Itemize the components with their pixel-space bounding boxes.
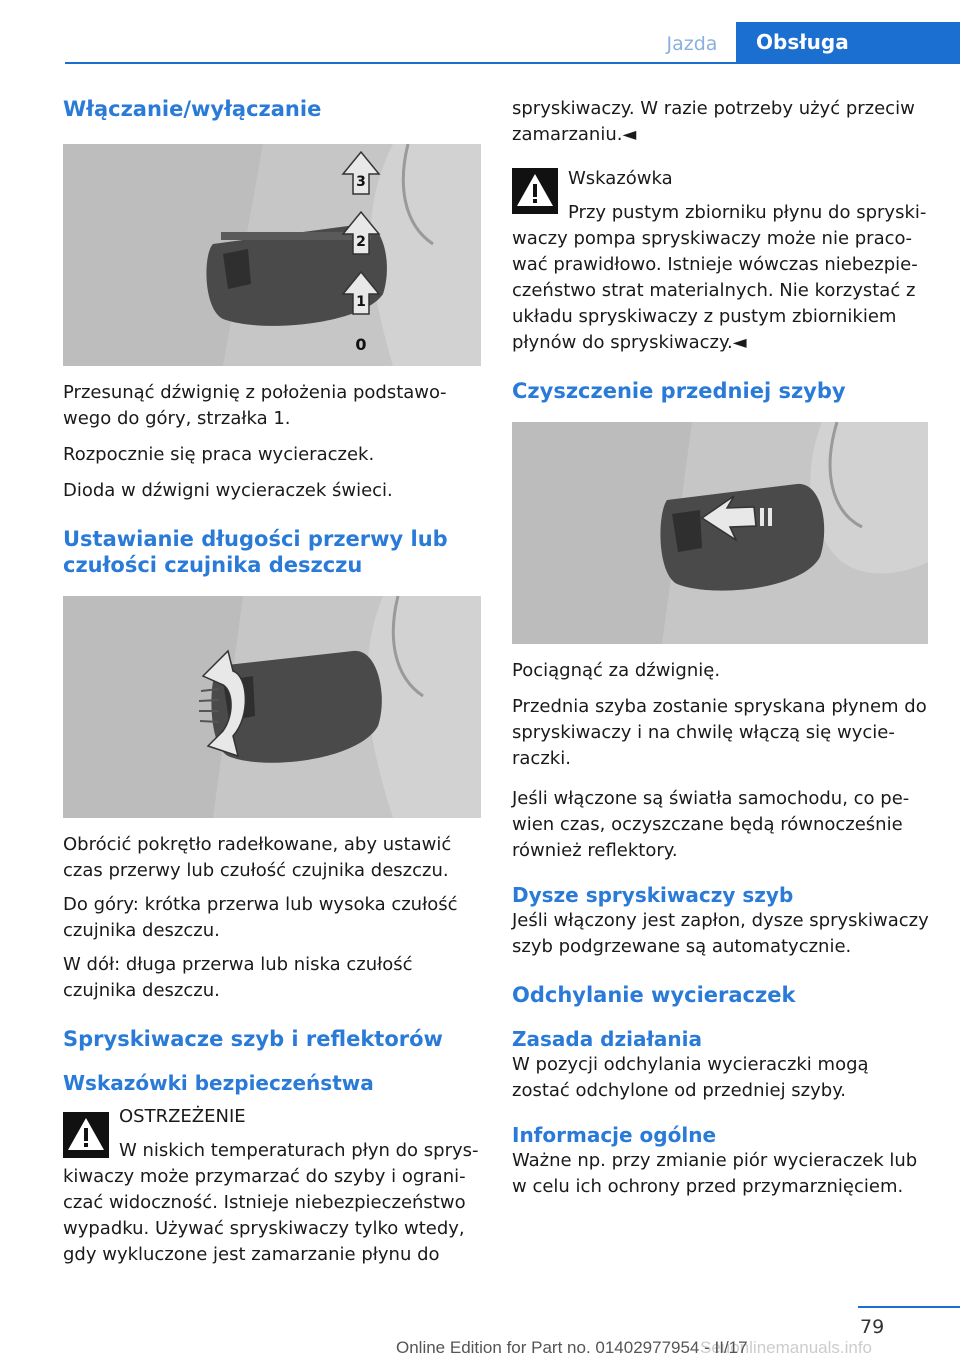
figure1-label-2: 2 <box>356 234 366 250</box>
edition-footer: Online Edition for Part no. 01402977954 - II/17 <box>396 1338 748 1357</box>
note-title: Wskazówka <box>568 168 673 189</box>
heading-interval-sensitivity: Ustawianie długości przerwy lub czułości czujnika deszczu <box>63 527 448 577</box>
watermark: Seuonlinemanuals.info <box>700 1338 873 1357</box>
warning-text-continued: spryskiwaczy. W razie potrzeby użyć przeciw zamarzaniu.◄ <box>512 98 915 145</box>
paragraph-fold-out-position: W pozycji odchylania wycieraczki mogą zostać odchylone od przedniej szyby. <box>512 1054 869 1101</box>
tab-obsluga[interactable]: Obsługa <box>736 22 960 62</box>
heading-principle: Zasada działania <box>512 1027 702 1051</box>
warning-title: OSTRZEŻENIE <box>119 1106 246 1127</box>
warning-block <box>63 1104 483 1268</box>
figure1-label-3: 3 <box>356 174 366 190</box>
paragraph-push-lever: Przesunąć dźwignię z położenia podstawowego do góry, strzałka 1. <box>63 382 447 429</box>
heading-washer-systems: Spryskiwacze szyb i reflektorów <box>63 1027 443 1051</box>
paragraph-up: Do góry: krótka przerwa lub wysoka czułość czujnika deszczu. <box>63 894 458 941</box>
figure-knurled-wheel <box>63 596 481 818</box>
heading-on-off: Włączanie/wyłączanie <box>63 97 322 121</box>
heading-washer-nozzles: Dysze spryskiwaczy szyb <box>512 883 794 907</box>
heading-safety-notes: Wskazówki bezpieczeństwa <box>63 1071 374 1095</box>
warning-triangle-icon <box>63 1112 109 1158</box>
paragraph-pull-lever: Pociągnąć za dźwignię. <box>512 660 721 681</box>
paragraph-led-lit: Dioda w dźwigni wycieraczek świeci. <box>63 480 393 501</box>
note-block <box>512 166 932 356</box>
paragraph-down: W dół: długa przerwa lub niska czułość czujnika deszczu. <box>63 954 413 1001</box>
warning-triangle-icon <box>512 168 558 214</box>
paragraph-headlights-cleaned: Jeśli włączone są światła samochodu, co pewien czas, oczyszczane będą równocześnie również reflektory. <box>512 788 910 861</box>
figure1-label-0: 0 <box>355 335 367 354</box>
tab-jazda[interactable]: Jazda <box>666 33 718 55</box>
page-number: 79 <box>860 1316 885 1338</box>
figure-pull-lever <box>512 422 928 644</box>
warning-text: W niskich temperaturach płyn do spryskiwaczy może przymarzać do szyby i ograniczać widoczność. Istnieje niebezpieczeństwo wypadku. Używać spryskiwaczy tylko wtedy, gdy wykluczone jest zamarzanie płynu do <box>63 1140 479 1265</box>
header-rule <box>65 62 960 64</box>
figure1-label-1: 1 <box>356 294 366 310</box>
figure-wiper-lever-positions <box>63 144 481 366</box>
heading-fold-out-wipers: Odchylanie wycieraczek <box>512 983 796 1007</box>
heading-general-info: Informacje ogólne <box>512 1123 717 1147</box>
paragraph-general-info: Ważne np. przy zmianie piór wycieraczek lub w celu ich ochrony przed przymarznięciem. <box>512 1150 918 1197</box>
right-column <box>512 96 932 1200</box>
footer-rule <box>858 1306 960 1308</box>
note-text: Przy pustym zbiorniku płynu do spryskiwaczy pompa spryskiwaczy może nie pracować prawidłowo. Istnieje wówczas niebezpieczeństwo strat materialnych. Nie korzystać z układu spryskiwaczy z pustym zbiornikiem płynów do spryskiwaczy.◄ <box>512 202 927 353</box>
paragraph-nozzles-heated: Jeśli włączony jest zapłon, dysze spryskiwaczy szyb podgrzewane są automatycznie. <box>512 910 929 957</box>
paragraph-wipers-start: Rozpocznie się praca wycieraczek. <box>63 444 375 465</box>
paragraph-windshield-sprayed: Przednia szyba zostanie spryskana płynem do spryskiwaczy i na chwilę włączą się wycieraczki. <box>512 696 927 769</box>
paragraph-turn-wheel: Obrócić pokrętło radełkowane, aby ustawić czas przerwy lub czułość czujnika deszczu. <box>63 834 452 881</box>
heading-clean-windshield: Czyszczenie przedniej szyby <box>512 379 846 403</box>
left-column <box>63 96 483 1268</box>
